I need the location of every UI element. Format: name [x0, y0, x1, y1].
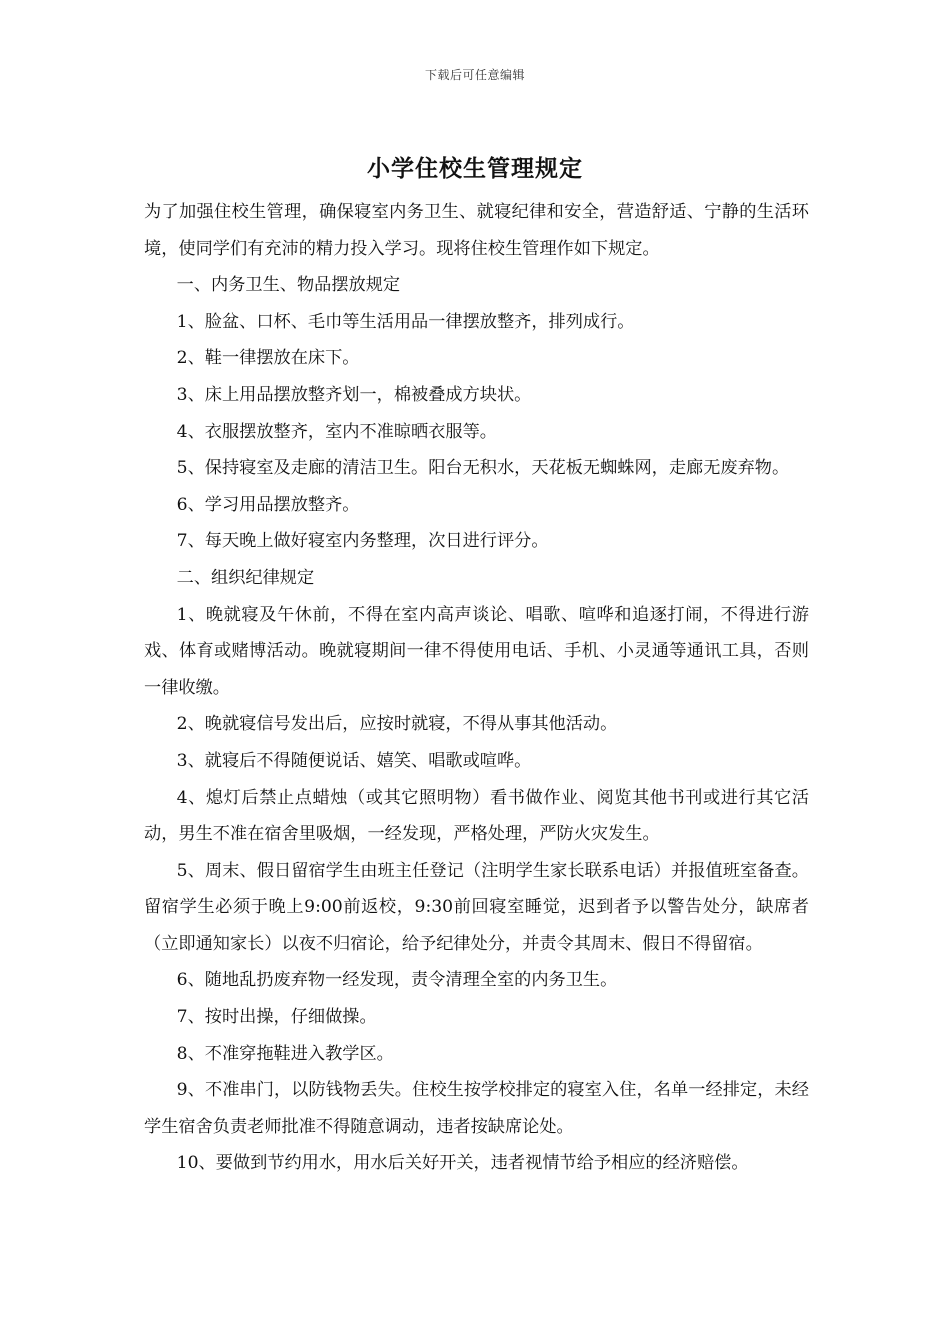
rule-item: 5、周末、假日留宿学生由班主任登记（注明学生家长联系电话）并报值班室备查。留宿学生必须于晚上9:00前返校，9:30前回寝室睡觉，迟到者予以警告处分，缺席者（立即通知家长）以夜不归宿论，给予纪律处分，并责令其周末、假日不得留宿。 [144, 860, 809, 954]
rule-item: 9、不准串门，以防钱物丢失。住校生按学校排定的寝室入住，名单一经排定，未经学生宿舍负责老师批准不得随意调动，违者按缺席论处。 [144, 1080, 809, 1137]
rule-item: 5、保持寝室及走廊的清洁卫生。阳台无积水，天花板无蜘蛛网，走廊无废弃物。 [176, 458, 790, 479]
rule-item: 2、鞋一律摆放在床下。 [176, 348, 360, 369]
section-heading-discipline: 二、组织纪律规定 [176, 567, 315, 588]
rule-item: 4、熄灯后禁止点蜡烛（或其它照明物）看书做作业、阅览其他书刊或进行其它活动，男生不准在宿舍里吸烟，一经发现，严格处理，严防火灾发生。 [144, 787, 809, 845]
rule-item: 3、床上用品摆放整齐划一，棉被叠成方块状。 [176, 384, 532, 405]
section-heading-hygiene: 一、内务卫生、物品摆放规定 [176, 275, 401, 296]
rule-item: 7、每天晚上做好寝室内务整理，次日进行评分。 [176, 531, 549, 552]
rule-item: 4、衣服摆放整齐，室内不准晾晒衣服等。 [176, 421, 497, 442]
rule-item: 7、按时出操，仔细做操。 [176, 1007, 377, 1028]
rule-item: 1、脸盆、口杯、毛巾等生活用品一律摆放整齐，排列成行。 [176, 311, 635, 332]
rule-item: 2、晚就寝信号发出后，应按时就寝，不得从事其他活动。 [176, 714, 618, 735]
intro-paragraph: 为了加强住校生管理，确保寝室内务卫生、就寝纪律和安全，营造舒适、宁静的生活环境，使同学们有充沛的精力投入学习。现将住校生管理作如下规定。 [144, 202, 809, 259]
rule-item: 1、晚就寝及午休前，不得在室内高声谈论、唱歌、喧哗和追逐打闹，不得进行游戏、体育或赌博活动。晚就寝期间一律不得使用电话、手机、小灵通等通讯工具，否则一律收缴。 [144, 604, 809, 698]
rule-item: 6、学习用品摆放整齐。 [176, 494, 360, 515]
rule-item: 3、就寝后不得随便说话、嬉笑、唱歌或喧哗。 [176, 750, 532, 771]
header-note: 下载后可任意编辑 [424, 68, 525, 82]
document-title: 小学住校生管理规定 [367, 155, 583, 182]
rule-item: 6、随地乱扔废弃物一经发现，责令清理全室的内务卫生。 [176, 970, 618, 991]
rule-item: 8、不准穿拖鞋进入教学区。 [176, 1043, 394, 1064]
rule-item: 10、要做到节约用水，用水后关好开关，违者视情节给予相应的经济赔偿。 [176, 1153, 749, 1174]
document-body [144, 194, 809, 1182]
